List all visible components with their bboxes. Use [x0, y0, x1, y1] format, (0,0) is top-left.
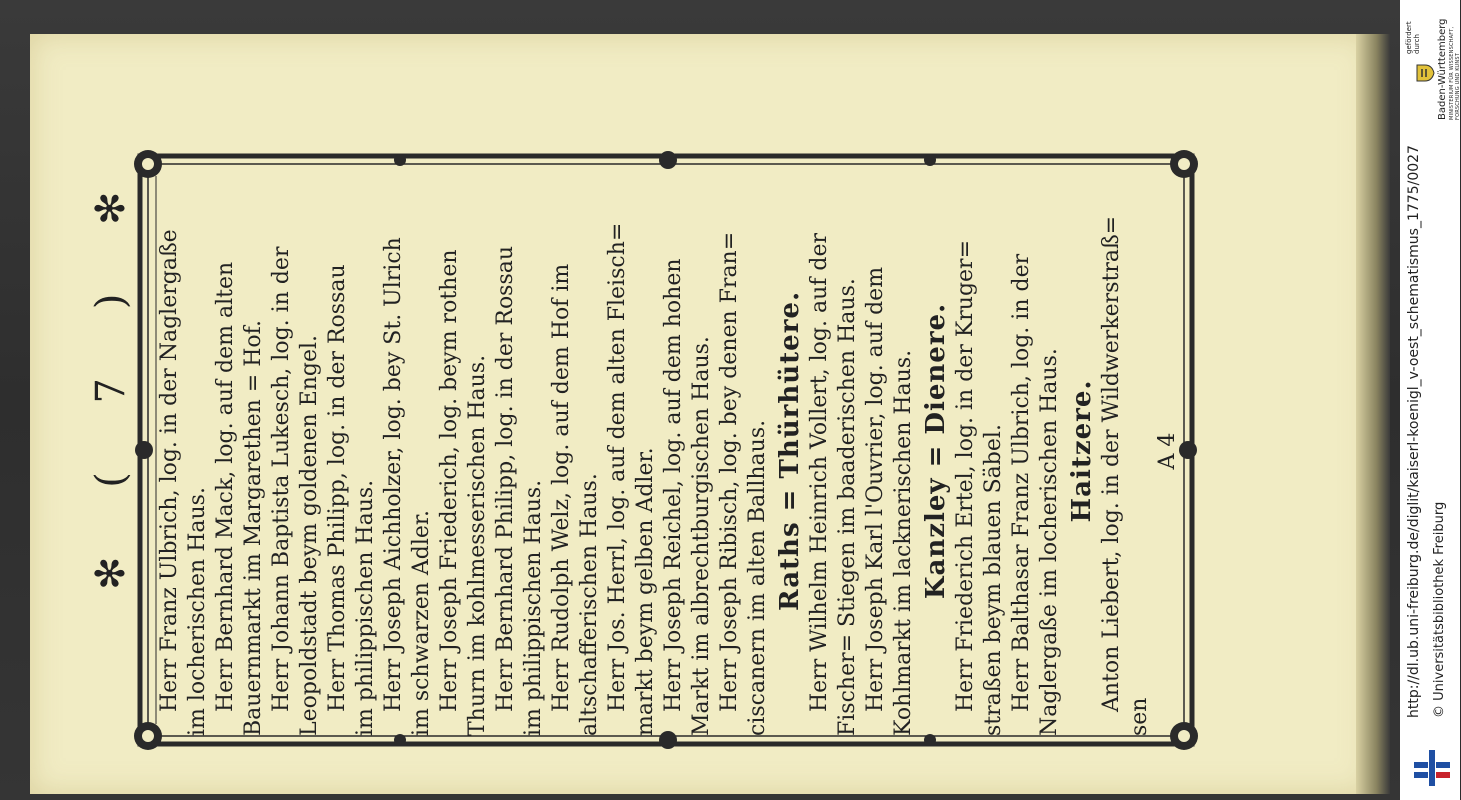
- section-heading: Raths = Thürhütere.: [775, 291, 805, 611]
- entry: Herr Thomas Philipp, log. in der Rossau im philippischen Haus.: [325, 264, 378, 736]
- entry: Herr Jos. Herrl, log. auf dem alten Fleisch= markt beym gelben Adler.: [605, 222, 658, 736]
- entry: Herr Balthasar Franz Ulbrich, log. in der Naglergaße im locherischen Haus.: [1009, 253, 1062, 736]
- section-heading: Kanzley = Dienere.: [921, 302, 951, 600]
- entry: Herr Wilhelm Heinrich Vollert, log. auf der Fischer= Stiegen im baaderischen Haus.: [807, 233, 860, 736]
- copyright-notice: © Universitätsbibliothek Freiburg: [1432, 501, 1447, 718]
- entry: Herr Bernhard Philipp, log. in der Rossau im philippischen Haus.: [493, 245, 546, 736]
- sponsor-name: Baden-Württemberg: [1437, 18, 1448, 120]
- entry: Herr Johann Baptista Lukesch, log. in der Leopoldstadt beym goldenen Engel.: [269, 246, 322, 736]
- sponsor-subtitle: MINISTERIUM FÜR WISSENSCHAFT, FORSCHUNG UND KUNST: [1449, 26, 1461, 120]
- entry: Herr Joseph Ribisch, log. bey denen Fran= ciscanern im alten Ballhaus.: [717, 231, 770, 736]
- coat-of-arms-icon: [1415, 62, 1435, 84]
- running-head: ✻ ( 7 ) ✻: [88, 163, 134, 590]
- entry: Anton Liebert, log. in der Wildwerkerstraß= sen: [1099, 215, 1152, 736]
- section-heading: Haitzere.: [1067, 379, 1097, 523]
- sponsor-label: gefördert durch: [1405, 21, 1421, 54]
- entry: Herr Rudolph Welz, log. auf dem Hof im altschafferischen Haus.: [549, 263, 602, 736]
- entry: Herr Franz Ulbrich, log. in der Naglergaße im locherischen Haus.: [157, 229, 210, 736]
- signature-mark: A 4: [1155, 432, 1180, 470]
- permalink-url[interactable]: http://dl.ub.uni-freiburg.de/diglit/kaiserl-koenigl_v-oest_schematismus_1775/0027: [1406, 145, 1422, 718]
- page-edge: [1356, 34, 1390, 794]
- entry: Herr Joseph Reichel, log. auf dem hohen Markt im albrechtburgischen Haus.: [661, 258, 714, 736]
- ub-freiburg-logo-icon: [1412, 748, 1452, 788]
- rotated-page-content: [70, 150, 1200, 750]
- entry: Herr Friederich Ertel, log. in der Kruger= straßen beym blauen Säbel.: [953, 239, 1006, 736]
- entry: Herr Joseph Aichholzer, log. bey St. Ulrich im schwarzen Adler.: [381, 237, 434, 736]
- entry: Herr Bernhard Mack, log. auf dem alten Bauernmarkt im Margarethen = Hof.: [213, 261, 266, 736]
- entry: Herr Joseph Friederich, log. beym rothen Thurn im kohlmesserischen Haus.: [437, 249, 490, 736]
- entries-top: [156, 166, 772, 736]
- page-text: [156, 166, 1180, 736]
- entry: Herr Joseph Karl l'Ouvrier, log. auf dem Kohlmarkt im lacknerischen Haus.: [863, 266, 916, 736]
- sponsor-logo: [1403, 4, 1461, 124]
